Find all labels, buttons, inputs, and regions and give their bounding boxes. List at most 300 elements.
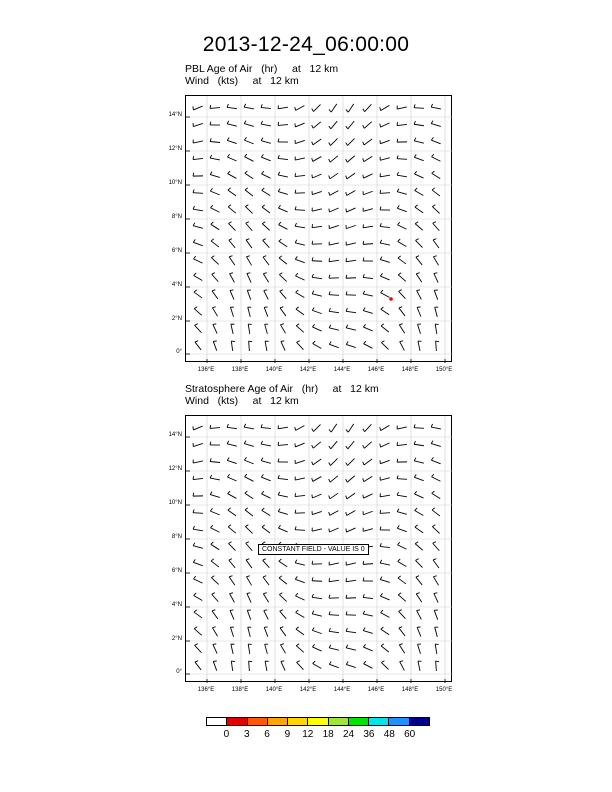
- wind-barb: [296, 324, 304, 333]
- wind-barb: [280, 610, 287, 619]
- wind-barb: [280, 290, 287, 299]
- wind-barb: [210, 508, 219, 515]
- lat-tick-label: 14°N: [168, 432, 182, 438]
- wind-barb: [414, 491, 423, 498]
- wind-barb: [297, 661, 304, 670]
- wind-barb: [414, 154, 423, 160]
- lon-tick-label: 146°E: [367, 687, 385, 693]
- wind-barb: [312, 224, 322, 227]
- wind-barb: [278, 205, 287, 212]
- wind-barb: [346, 104, 354, 112]
- wind-barb: [194, 273, 203, 281]
- wind-barb: [414, 138, 424, 143]
- wind-barb: [261, 121, 271, 126]
- wind-barb: [193, 426, 203, 430]
- wind-barb: [415, 542, 423, 550]
- wind-barb: [329, 208, 339, 212]
- wind-barb: [346, 242, 356, 245]
- colorbar-label: 36: [363, 729, 375, 740]
- wind-barb: [329, 275, 339, 278]
- wind-barb: [261, 424, 271, 428]
- wind-barb: [399, 627, 405, 636]
- wind-barb: [193, 223, 203, 229]
- wind-barb: [397, 122, 407, 125]
- wind-barb: [415, 205, 423, 213]
- wind-barb: [312, 291, 322, 296]
- wind-barb: [227, 154, 236, 161]
- wind-barb: [312, 528, 322, 531]
- wind-barb: [432, 205, 439, 214]
- wind-barb: [245, 474, 254, 481]
- wind-barb: [380, 527, 390, 531]
- wind-barb: [278, 509, 288, 515]
- lon-tick-label: 140°E: [265, 367, 283, 373]
- wind-barb: [193, 526, 203, 531]
- wind-barb: [228, 188, 236, 196]
- colorbar-cell: [389, 718, 409, 725]
- wind-barb: [244, 104, 254, 109]
- wind-barb: [264, 307, 268, 317]
- wind-barb: [434, 273, 438, 283]
- wind-barb: [296, 627, 304, 635]
- wind-barb: [329, 156, 338, 162]
- wind-barb: [432, 508, 440, 516]
- wind-barb: [278, 492, 288, 497]
- wind-barb: [363, 611, 373, 616]
- wind-barb: [312, 122, 321, 128]
- wind-barb: [247, 273, 251, 283]
- wind-barb: [414, 424, 424, 428]
- wind-barb: [363, 174, 373, 178]
- lon-tick-label: 150°E: [435, 367, 453, 373]
- wind-barb: [229, 239, 235, 248]
- wind-barb: [329, 121, 337, 129]
- wind-barb: [312, 611, 322, 616]
- wind-barb: [279, 273, 286, 282]
- wind-barb: [398, 256, 406, 264]
- wind-barb: [193, 476, 203, 479]
- wind-barb: [433, 256, 438, 266]
- wind-barb: [364, 661, 373, 668]
- wind-barb: [363, 528, 373, 532]
- wind-barb: [329, 493, 338, 499]
- wind-barb: [210, 442, 220, 445]
- lat-tick-label: 14°N: [168, 112, 182, 118]
- wind-barb: [418, 324, 421, 334]
- colorbar-label: 9: [284, 729, 291, 740]
- wind-barb: [380, 460, 390, 463]
- wind-barb: [397, 222, 406, 229]
- wind-barb: [380, 510, 390, 513]
- colorbar-label: 48: [383, 729, 395, 740]
- wind-barb: [295, 240, 305, 246]
- wind-barb: [228, 171, 237, 178]
- wind-barb: [212, 307, 217, 317]
- wind-barb: [363, 442, 372, 449]
- wind-barb: [329, 138, 338, 145]
- wind-barb: [397, 155, 407, 159]
- wind-barb: [432, 188, 440, 196]
- wind-barb: [363, 476, 373, 481]
- wind-barb: [363, 511, 373, 514]
- wind-barb: [244, 457, 253, 464]
- wind-barb: [194, 307, 202, 316]
- wind-barb: [346, 578, 356, 581]
- wind-barb: [434, 593, 438, 603]
- wind-barb: [435, 307, 438, 317]
- wind-barb: [263, 273, 268, 283]
- wind-barb: [399, 610, 406, 619]
- wind-barb: [230, 610, 234, 620]
- wind-barb: [228, 205, 236, 213]
- wind-barb: [312, 627, 321, 633]
- wind-barb: [195, 661, 201, 670]
- wind-barb: [244, 424, 254, 429]
- wind-barb: [415, 188, 424, 195]
- colorbar-label: 24: [342, 729, 355, 740]
- wind-barb: [414, 104, 424, 108]
- wind-barb: [363, 191, 373, 194]
- wind-barb: [329, 341, 338, 347]
- wind-barb: [265, 644, 268, 654]
- wind-barb: [346, 121, 354, 129]
- colorbar-cell: [329, 718, 349, 725]
- wind-barb: [211, 542, 219, 550]
- wind-barb: [278, 459, 288, 463]
- lon-tick-label: 148°E: [401, 367, 419, 373]
- wind-barb: [295, 576, 304, 582]
- wind-barb: [212, 273, 219, 282]
- wind-barb: [346, 661, 355, 667]
- panel2-title-line1: Stratosphere Age of Air (hr) at 12 km: [185, 383, 379, 395]
- lat-tick-label: 2°N: [171, 316, 182, 322]
- lat-tick-label: 8°N: [171, 534, 182, 540]
- wind-barb: [312, 174, 322, 178]
- wind-barb: [213, 644, 217, 654]
- wind-barb: [397, 139, 407, 142]
- wind-barb: [231, 644, 234, 654]
- wind-barb: [397, 492, 407, 497]
- wind-barb: [210, 105, 220, 108]
- wind-barb: [346, 225, 356, 228]
- wind-barb: [329, 191, 339, 196]
- wind-barb: [278, 139, 288, 143]
- wind-barb: [329, 661, 338, 667]
- wind-barb: [210, 458, 220, 462]
- wind-barb: [262, 525, 270, 533]
- wind-barb: [346, 645, 356, 650]
- wind-barb: [265, 324, 268, 334]
- wind-barb: [193, 460, 203, 463]
- colorbar-cell: [248, 718, 268, 725]
- colorbar-cell: [369, 718, 389, 725]
- wind-barb: [363, 578, 373, 582]
- wind-barb: [363, 424, 372, 431]
- wind-barb: [381, 324, 389, 332]
- wind-barb: [263, 576, 269, 585]
- wind-barb: [278, 442, 288, 445]
- wind-barb: [210, 138, 220, 142]
- wind-barb: [363, 274, 373, 278]
- wind-barb: [380, 560, 390, 565]
- wind-barb: [312, 274, 322, 279]
- wind-barb: [363, 291, 373, 296]
- wind-barb: [363, 644, 372, 651]
- wind-barb: [346, 562, 356, 565]
- wind-barb: [278, 155, 288, 159]
- wind-barb: [246, 559, 252, 568]
- wind-barb: [398, 593, 406, 602]
- wind-barb: [312, 424, 321, 431]
- wind-barb: [329, 511, 339, 516]
- wind-barb: [265, 341, 268, 351]
- wind-barb: [380, 493, 390, 496]
- wind-barb: [262, 171, 271, 178]
- wind-barb: [211, 239, 219, 247]
- wind-barb: [381, 644, 389, 652]
- wind-barb: [381, 307, 389, 315]
- wind-barb: [195, 341, 201, 350]
- wind-barb: [431, 424, 441, 429]
- wind-barb: [431, 121, 441, 127]
- lat-tick-label: 12°N: [168, 466, 182, 472]
- wind-barb: [433, 239, 439, 248]
- wind-barb: [193, 443, 203, 446]
- wind-barb: [312, 139, 321, 145]
- wind-barb: [380, 577, 390, 583]
- wind-barb: [295, 123, 305, 127]
- wind-barb: [278, 122, 288, 125]
- lat-tick-label: 2°N: [171, 636, 182, 642]
- lon-tick-label: 150°E: [435, 687, 453, 693]
- wind-barb: [414, 441, 424, 446]
- wind-barb: [329, 291, 339, 295]
- wind-barb: [231, 324, 234, 334]
- wind-barb: [193, 106, 203, 110]
- wind-barb: [432, 474, 441, 481]
- wind-barb: [280, 324, 285, 334]
- colorbar-cell: [207, 718, 227, 725]
- wind-barb: [295, 106, 305, 111]
- wind-barb: [312, 494, 322, 498]
- wind-barb: [329, 628, 339, 633]
- wind-barb: [346, 208, 356, 212]
- wind-barb: [346, 476, 355, 482]
- wind-barb: [193, 493, 203, 496]
- wind-barb: [193, 173, 203, 176]
- wind-barb: [230, 273, 235, 283]
- wind-barb: [230, 290, 234, 300]
- wind-barb: [245, 205, 252, 214]
- wind-barb: [210, 155, 220, 160]
- wind-barb: [380, 223, 390, 227]
- wind-barb: [363, 494, 373, 498]
- wind-barb: [329, 595, 339, 598]
- wind-barb: [278, 525, 287, 532]
- wind-barb: [397, 475, 407, 479]
- lon-tick-label: 144°E: [333, 687, 351, 693]
- wind-barb: [193, 559, 202, 565]
- wind-barb: [247, 290, 250, 300]
- wind-barb: [230, 307, 233, 317]
- wind-barb: [398, 273, 406, 282]
- wind-barb: [416, 273, 421, 282]
- wind-barb: [399, 324, 404, 333]
- wind-barb: [435, 324, 438, 334]
- wind-barb: [312, 241, 322, 244]
- wind-barb: [431, 441, 441, 447]
- wind-barb: [415, 222, 423, 230]
- wind-barb: [295, 426, 305, 431]
- wind-barb: [227, 121, 237, 126]
- wind-barb: [244, 441, 254, 447]
- wind-barb: [346, 191, 356, 196]
- panel1-title-line2: Wind (kts) at 12 km: [185, 75, 299, 87]
- wind-barb: [261, 154, 270, 160]
- wind-barb: [346, 528, 356, 532]
- wind-barb: [231, 341, 234, 351]
- wind-barb: [329, 173, 338, 179]
- wind-barb: [193, 189, 203, 193]
- wind-barb: [193, 256, 202, 263]
- wind-barb: [279, 239, 287, 247]
- wind-barb: [397, 106, 407, 109]
- wind-barb: [227, 137, 236, 143]
- wind-barb: [433, 559, 439, 568]
- wind-barb: [210, 475, 220, 480]
- wind-barb: [230, 627, 233, 637]
- wind-barb: [248, 307, 251, 317]
- colorbar-label: 18: [322, 729, 334, 740]
- wind-barb: [295, 206, 305, 210]
- wind-barb: [263, 593, 268, 603]
- wind-barb: [210, 172, 220, 178]
- wind-barb: [363, 139, 372, 145]
- wind-barb: [228, 491, 237, 498]
- wind-barb: [262, 222, 269, 231]
- wind-barb: [264, 627, 268, 637]
- wind-barb: [194, 627, 202, 636]
- wind-barb: [278, 425, 288, 428]
- wind-barb: [296, 610, 305, 618]
- wind-barb: [312, 511, 322, 514]
- wind-barb: [399, 307, 405, 316]
- wind-barb: [417, 627, 421, 637]
- wind-barb: [296, 307, 304, 315]
- wind-barb: [295, 256, 304, 262]
- wind-barb: [312, 191, 322, 194]
- wind-barb: [346, 275, 356, 278]
- colorbar-cell: [227, 718, 247, 725]
- wind-barb: [312, 257, 322, 261]
- wind-barb: [398, 576, 406, 584]
- wind-barb: [264, 290, 268, 300]
- wind-barb: [397, 426, 407, 429]
- wind-barb: [436, 341, 439, 351]
- wind-barb: [381, 661, 388, 670]
- wind-barb: [435, 627, 438, 637]
- lon-tick-label: 142°E: [299, 367, 317, 373]
- wind-barb: [399, 644, 404, 653]
- wind-barb: [346, 628, 356, 633]
- wind-barb: [246, 542, 253, 551]
- wind-barb: [346, 308, 356, 313]
- wind-barb: [245, 154, 254, 161]
- wind-barb: [418, 661, 421, 671]
- wind-barb: [261, 441, 271, 446]
- wind-barb: [278, 105, 288, 108]
- wind-barb: [329, 441, 337, 449]
- wind-barb: [193, 576, 202, 583]
- wind-barb: [399, 290, 406, 299]
- lon-tick-label: 136°E: [197, 687, 215, 693]
- wind-barb: [398, 239, 407, 247]
- wind-barb: [416, 256, 422, 265]
- wind-barb: [380, 543, 390, 547]
- wind-barb: [346, 458, 355, 465]
- wind-barb: [279, 222, 288, 229]
- wind-barb: [329, 562, 339, 565]
- wind-barb: [346, 511, 356, 516]
- wind-barb: [434, 290, 437, 300]
- lat-tick-label: 4°N: [171, 282, 182, 288]
- wind-barb: [295, 190, 305, 193]
- wind-barb: [397, 189, 407, 195]
- wind-barb: [249, 661, 252, 671]
- wind-barb: [363, 156, 373, 161]
- wind-barb: [364, 341, 373, 348]
- wind-barb: [363, 561, 373, 564]
- wind-barb: [281, 661, 285, 671]
- wind-barb: [248, 644, 251, 654]
- wind-barb: [313, 341, 322, 348]
- wind-barb: [329, 104, 337, 112]
- wind-barb: [380, 123, 390, 127]
- wind-barb: [414, 121, 424, 126]
- wind-barb: [193, 140, 203, 143]
- wind-barb: [193, 543, 203, 549]
- colorbar-cell: [349, 718, 369, 725]
- wind-barb: [213, 661, 216, 671]
- wind-barb: [312, 442, 321, 448]
- wind-barb: [380, 425, 390, 430]
- wind-barb: [246, 256, 251, 266]
- wind-barb: [265, 661, 268, 671]
- wind-barb: [414, 458, 424, 463]
- wind-barb: [262, 508, 271, 516]
- wind-barb: [329, 325, 339, 330]
- wind-barb: [414, 474, 423, 480]
- wind-barb: [229, 256, 235, 265]
- wind-barb: [228, 222, 235, 231]
- wind-barb: [363, 628, 373, 634]
- wind-barb: [312, 577, 322, 581]
- wind-barb: [346, 341, 355, 347]
- wind-barb: [231, 661, 234, 671]
- wind-barb: [230, 593, 235, 603]
- wind-barb: [295, 526, 305, 530]
- wind-barb: [278, 475, 288, 479]
- wind-barb: [346, 595, 356, 598]
- lon-tick-label: 142°E: [299, 687, 317, 693]
- wind-barb: [363, 224, 373, 227]
- wind-barb: [262, 491, 271, 498]
- wind-barb: [329, 645, 339, 650]
- wind-barb: [380, 443, 390, 447]
- wind-barb: [433, 542, 440, 551]
- lat-tick-label: 10°N: [168, 180, 182, 186]
- wind-barb: [397, 525, 406, 531]
